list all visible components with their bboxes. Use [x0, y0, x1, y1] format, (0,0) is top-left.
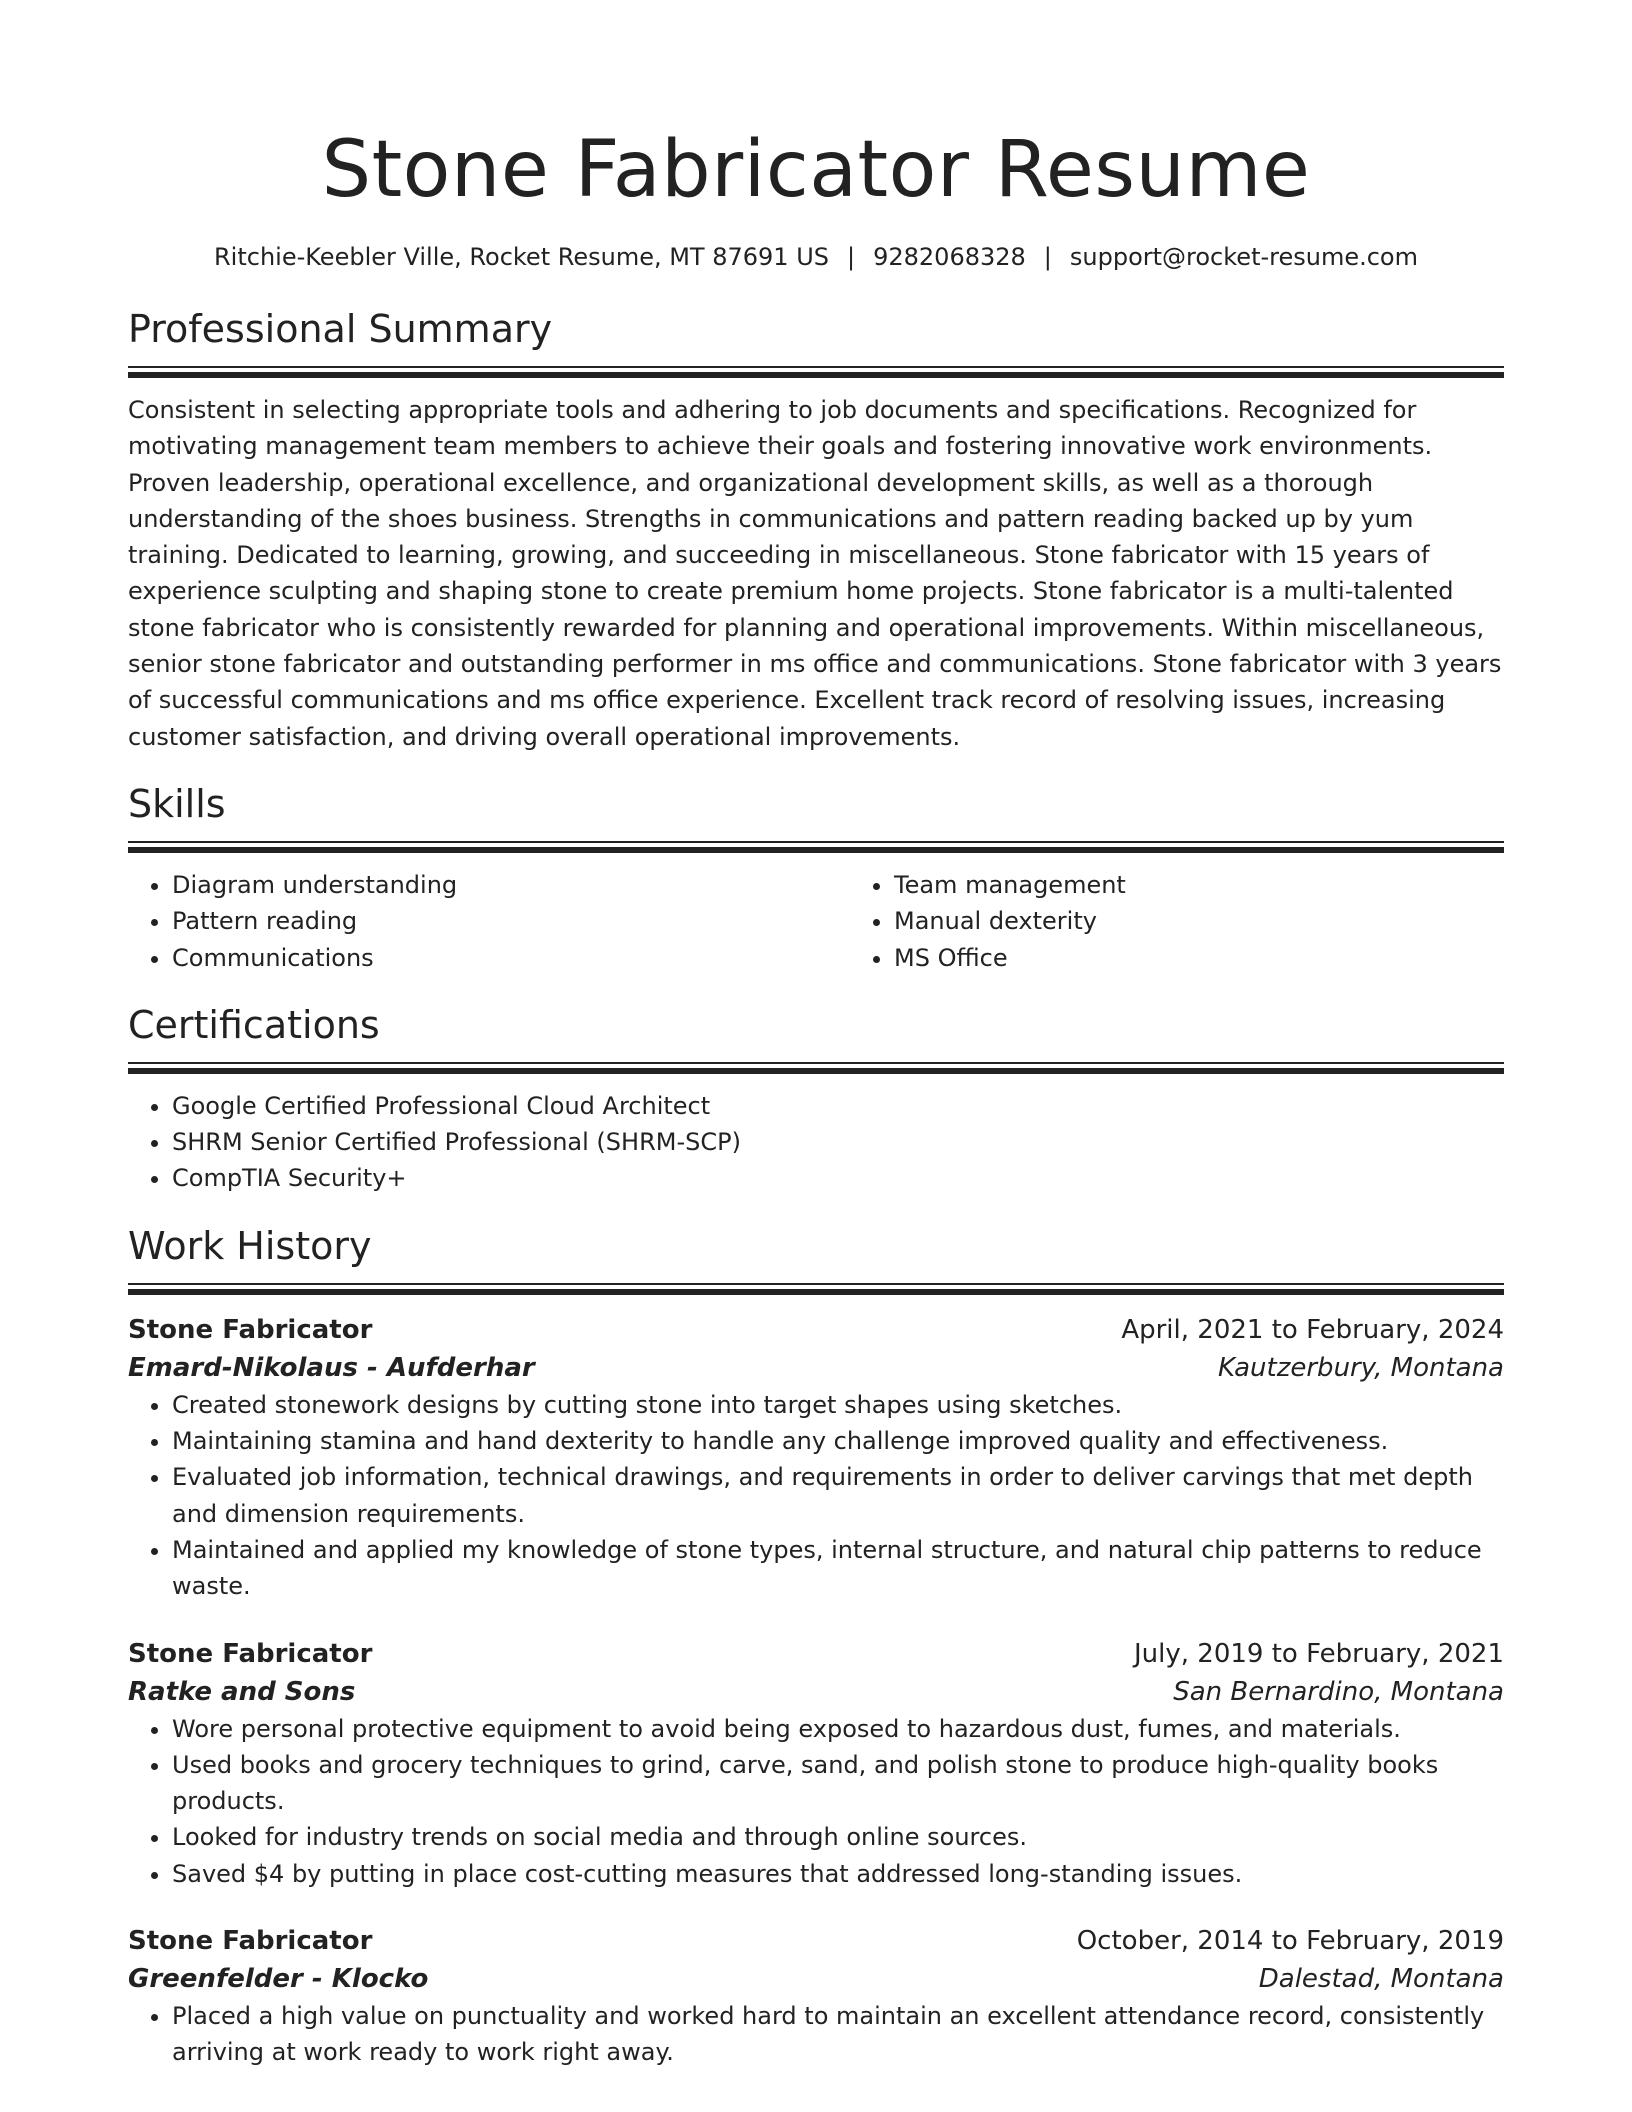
summary-section — [128, 304, 1504, 755]
job-company: Greenfelder - Klocko — [128, 1964, 429, 1995]
contact-separator: | — [1043, 243, 1052, 271]
job-location: Dalestad, Montana — [1258, 1964, 1504, 1995]
skills-list-right — [850, 867, 1572, 976]
section-divider — [128, 366, 1504, 378]
skill-item: • MS Office — [894, 940, 1572, 976]
job-bullet: • Saved $4 by putting in place cost-cutting measures that addressed long-standing issues. — [172, 1856, 1504, 1892]
job-company-row — [128, 1673, 1504, 1711]
job-bullet-list — [128, 1387, 1504, 1605]
work-history-section — [128, 1221, 1504, 2071]
skill-item: • Diagram understanding — [172, 867, 850, 903]
job-bullet: • Created stonework designs by cutting stone into target shapes using sketches. — [172, 1387, 1504, 1423]
job-location: Kautzerbury, Montana — [1218, 1352, 1504, 1383]
skills-grid — [128, 867, 1504, 976]
skill-item: • Pattern reading — [172, 903, 850, 939]
job-company: Ratke and Sons — [128, 1676, 356, 1707]
job-title: Stone Fabricator — [128, 1638, 373, 1669]
job-header-row — [128, 1922, 1504, 1960]
job-dates: July, 2019 to February, 2021 — [1134, 1638, 1504, 1669]
skills-section — [128, 779, 1504, 976]
job-title: Stone Fabricator — [128, 1314, 373, 1345]
contact-separator: | — [847, 243, 856, 271]
certifications-section — [128, 1000, 1504, 1197]
contact-line — [128, 240, 1504, 274]
job-bullet: • Wore personal protective equipment to avoid being exposed to hazardous dust, fumes, and materials. — [172, 1711, 1504, 1747]
certification-item: • Google Certified Professional Cloud Architect — [172, 1088, 1504, 1124]
resume-title: Stone Fabricator Resume — [321, 125, 1311, 215]
job-title: Stone Fabricator — [128, 1926, 373, 1957]
job-dates: April, 2021 to February, 2024 — [1121, 1314, 1504, 1345]
contact-address: Ritchie-Keebler Ville, Rocket Resume, MT 87691 US — [214, 243, 829, 271]
section-heading-certifications: Certifications — [128, 1002, 380, 1047]
job-company-row — [128, 1960, 1504, 1998]
contact-email[interactable]: support@rocket-resume.com — [1069, 243, 1418, 271]
section-divider — [128, 1062, 1504, 1074]
skill-item: • Communications — [172, 940, 850, 976]
summary-text: Consistent in selecting appropriate tools and adhering to job documents and specifications. Recognized for motivating management team members to achieve their goals and fostering innovative work environments. Proven leadership, operational excellence, and organizational development skills, as well as a thorough understanding of the shoes business. Strengths in communications and pattern reading backed up by yum training. Dedicated to learning, growing, and succeeding in miscellaneous. Stone fabricator with 15 years of experience sculpting and shaping stone to create premium home projects. Stone fabricator is a multi-talented stone fabricator who is consistently rewarded for planning and operational improvements. Within miscellaneous, senior stone fabricator and outstanding performer in ms office and communications. Stone fabricator with 3 years of successful communications and ms office experience. Excellent track record of resolving issues, increasing customer satisfaction, and driving overall operational improvements. — [128, 396, 1502, 751]
job-bullet: • Looked for industry trends on social media and through online sources. — [172, 1819, 1504, 1855]
job-bullet-list — [128, 1998, 1504, 2071]
job-bullet: • Used books and grocery techniques to grind, carve, sand, and polish stone to produce high-quality books products. — [172, 1747, 1504, 1820]
job-header-row — [128, 1311, 1504, 1349]
skills-list-left — [128, 867, 850, 976]
job-company: Emard-Nikolaus - Aufderhar — [128, 1352, 535, 1383]
section-heading-summary: Professional Summary — [128, 307, 553, 351]
section-divider — [128, 841, 1504, 853]
job-bullet: • Evaluated job information, technical drawings, and requirements in order to deliver carvings that met depth and dimension requirements. — [172, 1459, 1504, 1532]
section-heading-skills: Skills — [128, 781, 226, 826]
job-bullet-list — [128, 1711, 1504, 1892]
job-header-row — [128, 1635, 1504, 1673]
job-location: San Bernardino, Montana — [1173, 1676, 1504, 1707]
job-entry — [128, 1922, 1504, 2071]
job-bullet: • Maintained and applied my knowledge of stone types, internal structure, and natural chip patterns to reduce waste. — [172, 1532, 1504, 1605]
section-divider — [128, 1283, 1504, 1295]
section-heading-work-history: Work History — [128, 1223, 372, 1268]
job-entry — [128, 1635, 1504, 1892]
job-bullet: • Placed a high value on punctuality and worked hard to maintain an excellent attendance record, consistently arriving at work ready to work right away. — [172, 1998, 1504, 2071]
certification-item: • CompTIA Security+ — [172, 1160, 1504, 1196]
job-company-row — [128, 1349, 1504, 1387]
job-bullet: • Maintaining stamina and hand dexterity to handle any challenge improved quality and effectiveness. — [172, 1423, 1504, 1459]
certifications-list — [128, 1088, 1504, 1197]
certification-item: • SHRM Senior Certified Professional (SHRM-SCP) — [172, 1124, 1504, 1160]
skill-item: • Manual dexterity — [894, 903, 1572, 939]
skill-item: • Team management — [894, 867, 1572, 903]
job-entry — [128, 1311, 1504, 1605]
contact-phone: 9282068328 — [873, 243, 1026, 271]
job-dates: October, 2014 to February, 2019 — [1076, 1926, 1504, 1957]
